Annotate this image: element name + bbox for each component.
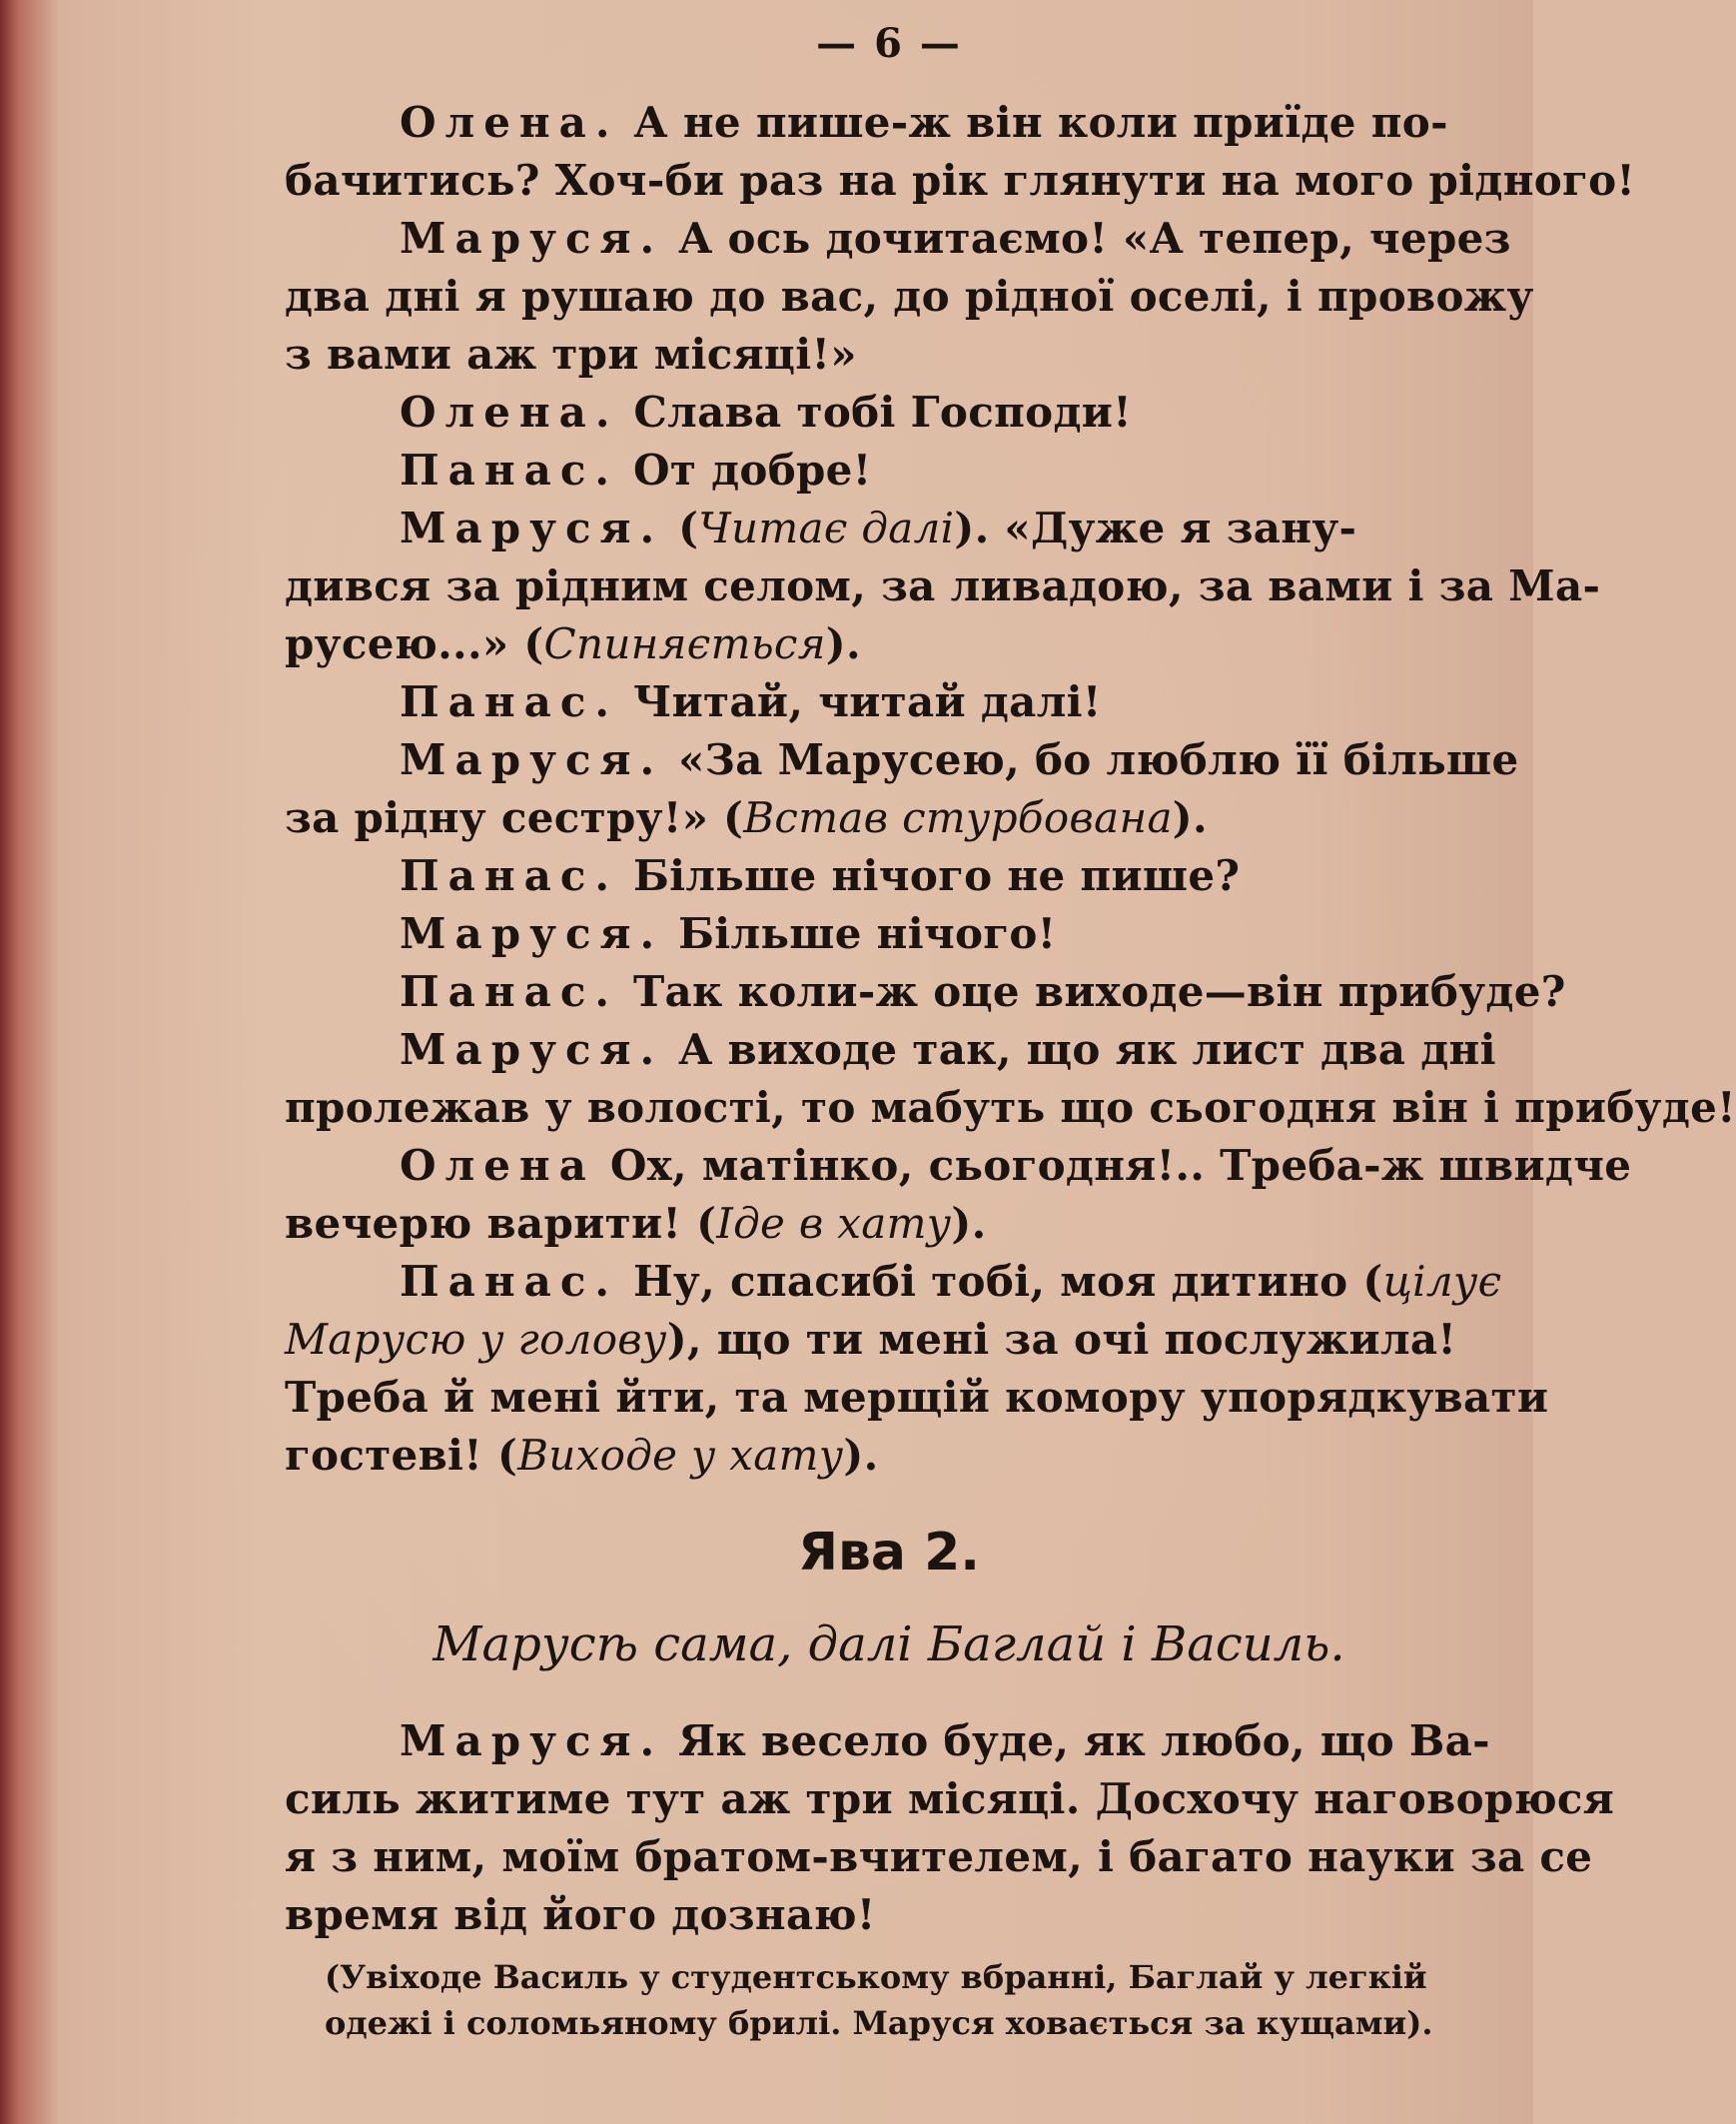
- stage-remark: Марусю у голову: [285, 1315, 667, 1364]
- text-line: [285, 789, 1493, 847]
- text-line: [285, 326, 1493, 384]
- line-text: Треба й мені йти, та мерщій комору упорядкувати: [285, 1373, 1549, 1422]
- line-text: за рідну сестру!» (: [285, 793, 744, 842]
- line-text: «За Марусею, бо люблю її більше: [663, 735, 1519, 784]
- speaker-name: Маруся.: [400, 909, 664, 958]
- text-line: [285, 1079, 1736, 1137]
- line-text: Ох, матінко, сьогодня!.. Треба-ж швидче: [594, 1141, 1632, 1190]
- text-line: [285, 963, 1566, 1021]
- scene-heading: Ява 2.: [797, 1523, 981, 1583]
- stage-remark: Спиняється: [543, 619, 826, 668]
- text-line: [285, 1886, 1493, 1944]
- text-line: [285, 557, 1601, 615]
- line-text: гостеві! (: [285, 1431, 518, 1480]
- text-line: [285, 268, 1534, 326]
- line-text: ). «Дуже я зану-: [954, 504, 1357, 552]
- line-text: (: [663, 504, 699, 552]
- line-text: А не пише-ж він коли приїде по-: [618, 98, 1448, 147]
- speaker-name: Олена.: [400, 388, 619, 437]
- line-text: русею...» (: [285, 619, 544, 668]
- line-text: два дні я рушаю до вас, до рідної оселі, і провожу: [285, 272, 1534, 321]
- stage-remark: Читає далі: [698, 504, 955, 552]
- text-line: [285, 210, 1511, 268]
- text-line: [285, 673, 1493, 731]
- line-text: время від його дознаю!: [285, 1890, 876, 1939]
- text-line: [285, 94, 1493, 152]
- line-text: А ось дочитаємо! «А тепер, через: [663, 214, 1511, 263]
- text-line: [285, 905, 1493, 963]
- text-line: [285, 442, 1493, 500]
- line-text: Ну, спасибі тобі, моя дитино (: [618, 1257, 1383, 1306]
- line-text: бачитись? Хоч-би раз на рік глянути на мого рідного!: [285, 156, 1636, 205]
- text-line: [285, 1253, 1502, 1311]
- stage-remark: цілує: [1382, 1257, 1502, 1306]
- line-text: ), що ти мені за очі послужила!: [666, 1315, 1457, 1364]
- line-text: Більше нічого!: [663, 909, 1057, 958]
- stage-remark: Встав стурбована: [743, 793, 1173, 842]
- scene-subtitle: Марусѣ сама, далі Баглай і Василь.: [433, 1616, 1345, 1672]
- text-line: [285, 1770, 1615, 1828]
- line-text: Як весело буде, як любо, що Ва-: [663, 1716, 1490, 1765]
- text-line: [285, 1021, 1496, 1079]
- line-text: Більше нічого не пише?: [618, 851, 1241, 900]
- speaker-name: Маруся.: [400, 735, 664, 784]
- line-text: ).: [843, 1431, 879, 1480]
- text-line: [285, 1427, 1493, 1485]
- text-line: [285, 1712, 1493, 1770]
- line-text: А виходе так, що як лист два дні: [663, 1025, 1496, 1074]
- line-text: ).: [1172, 793, 1208, 842]
- speaker-name: Маруся.: [400, 1025, 664, 1074]
- line-text: ).: [825, 619, 861, 668]
- line-text: пролежав у волості, то мабуть що сьогодня він і прибуде!: [285, 1083, 1736, 1132]
- speaker-name: Маруся.: [400, 504, 664, 552]
- text-line: [285, 1137, 1632, 1195]
- text-line: [285, 152, 1636, 210]
- speaker-name: Панас.: [400, 851, 619, 900]
- text-line: [285, 1195, 1493, 1253]
- text-line: [285, 500, 1493, 557]
- line-text: Слава тобі Господи!: [618, 388, 1132, 437]
- stage-remark: Іде в хату: [716, 1199, 952, 1248]
- speaker-name: Маруся.: [400, 1716, 664, 1765]
- stage-direction: [285, 1954, 1493, 2046]
- line-text: Так коли-ж оце виходе—він прибуде?: [618, 967, 1566, 1016]
- stage-direction-line: одежі і соломьяному брилі. Маруся ховається за кущами).: [325, 2004, 1433, 2042]
- text-line: [285, 1828, 1593, 1886]
- speaker-name: Панас.: [400, 677, 619, 726]
- stage-remark: Виходе у хату: [517, 1431, 844, 1480]
- line-text: силь житиме тут аж три місяці. Досхочу наговорюся: [285, 1774, 1615, 1823]
- page-number: — 6 —: [816, 20, 962, 67]
- speaker-name: Олена.: [400, 98, 619, 147]
- line-text: вечерю варити! (: [285, 1199, 717, 1248]
- text-line: [285, 847, 1493, 905]
- text-line: [285, 1311, 1493, 1369]
- text-line: [285, 1369, 1549, 1427]
- speaker-name: Маруся.: [400, 214, 664, 263]
- speaker-name: Панас.: [400, 446, 619, 495]
- line-text: Читай, читай далі!: [618, 677, 1102, 726]
- line-text: з вами аж три місяці!»: [285, 330, 857, 379]
- text-line: [285, 731, 1519, 789]
- text-line: [285, 615, 1493, 673]
- speaker-name: Олена: [400, 1141, 595, 1190]
- line-text: От добре!: [618, 446, 872, 495]
- stage-direction-line: (Увіходе Василь у студентському вбранні, Баглай у легкій: [325, 1958, 1427, 1996]
- speaker-name: Панас.: [400, 967, 619, 1016]
- line-text: дився за рідним селом, за ливадою, за вами і за Ма-: [285, 561, 1601, 610]
- speaker-name: Панас.: [400, 1257, 619, 1306]
- line-text: ).: [951, 1199, 987, 1248]
- line-text: я з ним, моїм братом-вчителем, і багато науки за се: [285, 1832, 1593, 1881]
- text-line: [285, 384, 1493, 442]
